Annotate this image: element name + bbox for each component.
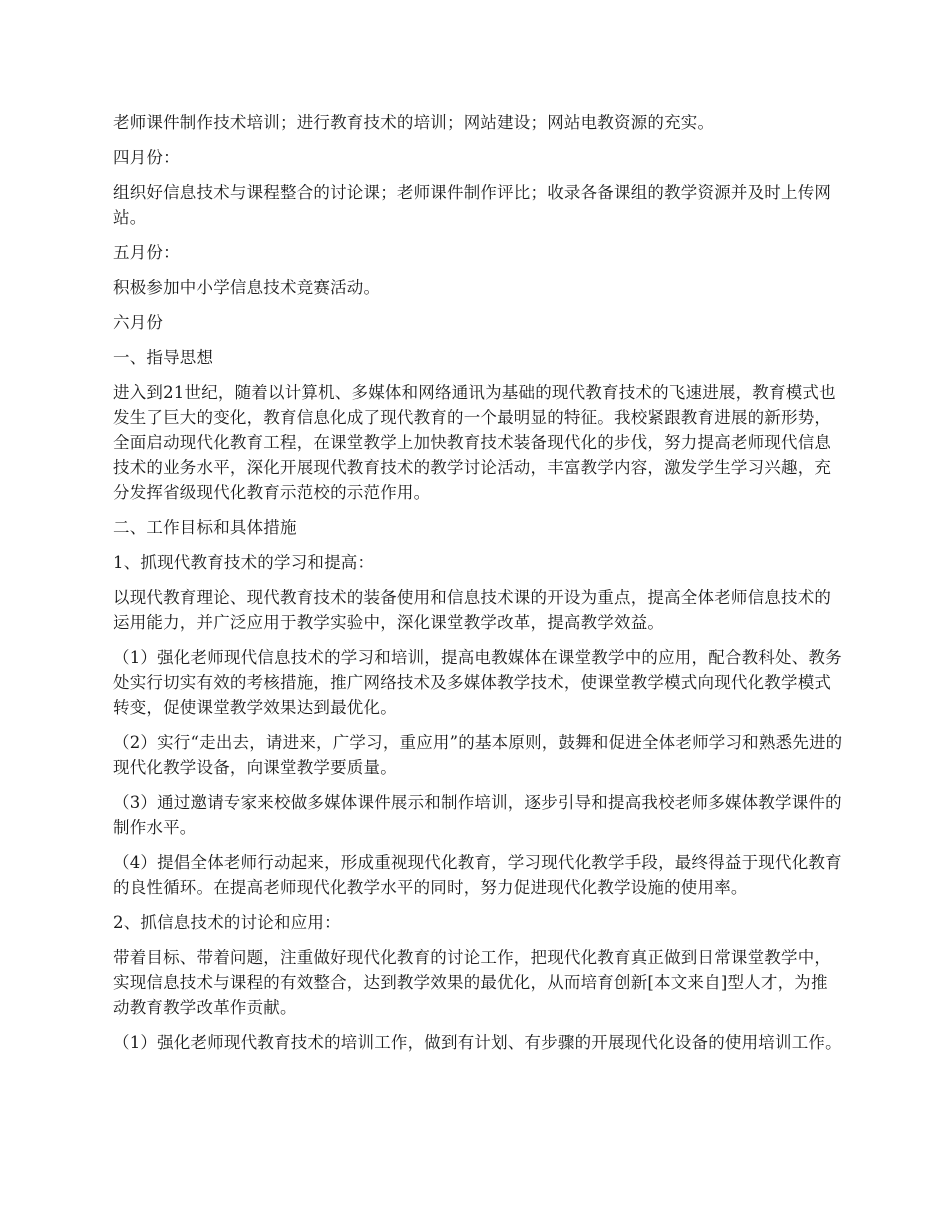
- paragraph-guiding-ideology: 进入到21世纪，随着以计算机、多媒体和网络通讯为基础的现代教育技术的飞速进展，教育模式也发生了巨大的变化，教育信息化成了现代教育的一个最明显的特征。我校紧跟教育进展的新形势，全面启动现代化教育工程，在课堂教学上加快教育技术装备现代化的步伐，努力提高老师现代信息技术的业务水平，深化开展现代教育技术的教学讨论活动，丰富教学内容，激发学生学习兴趣，充分发挥省级现代化教育示范校的示范作用。: [113, 383, 836, 502]
- paragraph-april-tasks: 组织好信息技术与课程整合的讨论课；老师课件制作评比；收录各备课组的教学资源并及时上传网站。: [113, 183, 832, 227]
- list-item-1-training: （1）强化老师现代信息技术的学习和培训，提高电教媒体在课堂教学中的应用，配合教科处、教务处实行切实有效的考核措施，推广网络技术及多媒体教学技术，使课堂教学模式向现代化教学模式转变，促使课堂教学效果达到最优化。: [113, 648, 842, 717]
- heading-april: 四月份：: [113, 148, 180, 167]
- document-body: [113, 110, 843, 1065]
- list-item-1-equipment-training: （1）强化老师现代教育技术的培训工作，做到有计划、有步骤的开展现代化设备的使用培训工作。: [113, 1033, 842, 1052]
- list-item-4-action: （4）提倡全体老师行动起来，形成重视现代化教育，学习现代化教学手段，最终得益于现代化教育的良性循环。在提高老师现代化教学水平的同时，努力促进现代化教学设施的使用率。: [113, 853, 842, 897]
- paragraph-learning-focus: 以现代教育理论、现代教育技术的装备使用和信息技术课的开设为重点，提高全体老师信息技术的运用能力，并广泛应用于教学实验中，深化课堂教学改革，提高教学效益。: [113, 588, 832, 632]
- paragraph-research-focus: 带着目标、带着问题，注重做好现代化教育的讨论工作，把现代化教育真正做到日常课堂教学中，实现信息技术与课程的有效整合，达到教学效果的最优化，从而培育创新[本文来自]型人才，为推动教育教学改革作贡献。: [113, 948, 832, 1017]
- subheading-research-application: 2、抓信息技术的讨论和应用：: [113, 913, 341, 932]
- list-item-3-expert-training: （3）通过邀请专家来校做多媒体课件展示和制作培训，逐步引导和提高我校老师多媒体教学课件的制作水平。: [113, 793, 842, 837]
- heading-june: 六月份: [113, 313, 164, 332]
- section-heading-guiding-ideology: 一、指导思想: [113, 348, 214, 367]
- paragraph-teacher-courseware-training: 老师课件制作技术培训；进行教育技术的培训；网站建设；网站电教资源的充实。: [113, 113, 715, 132]
- section-heading-goals-measures: 二、工作目标和具体措施: [113, 518, 297, 537]
- list-item-2-principles: （2）实行“走出去，请进来，广学习，重应用”的基本原则，鼓舞和促进全体老师学习和熟悉先进的现代化教学设备，向课堂教学要质量。: [113, 733, 843, 777]
- paragraph-may-tasks: 积极参加中小学信息技术竞赛活动。: [113, 278, 381, 297]
- heading-may: 五月份：: [113, 243, 180, 262]
- subheading-learning-improvement: 1、抓现代教育技术的学习和提高：: [113, 553, 375, 572]
